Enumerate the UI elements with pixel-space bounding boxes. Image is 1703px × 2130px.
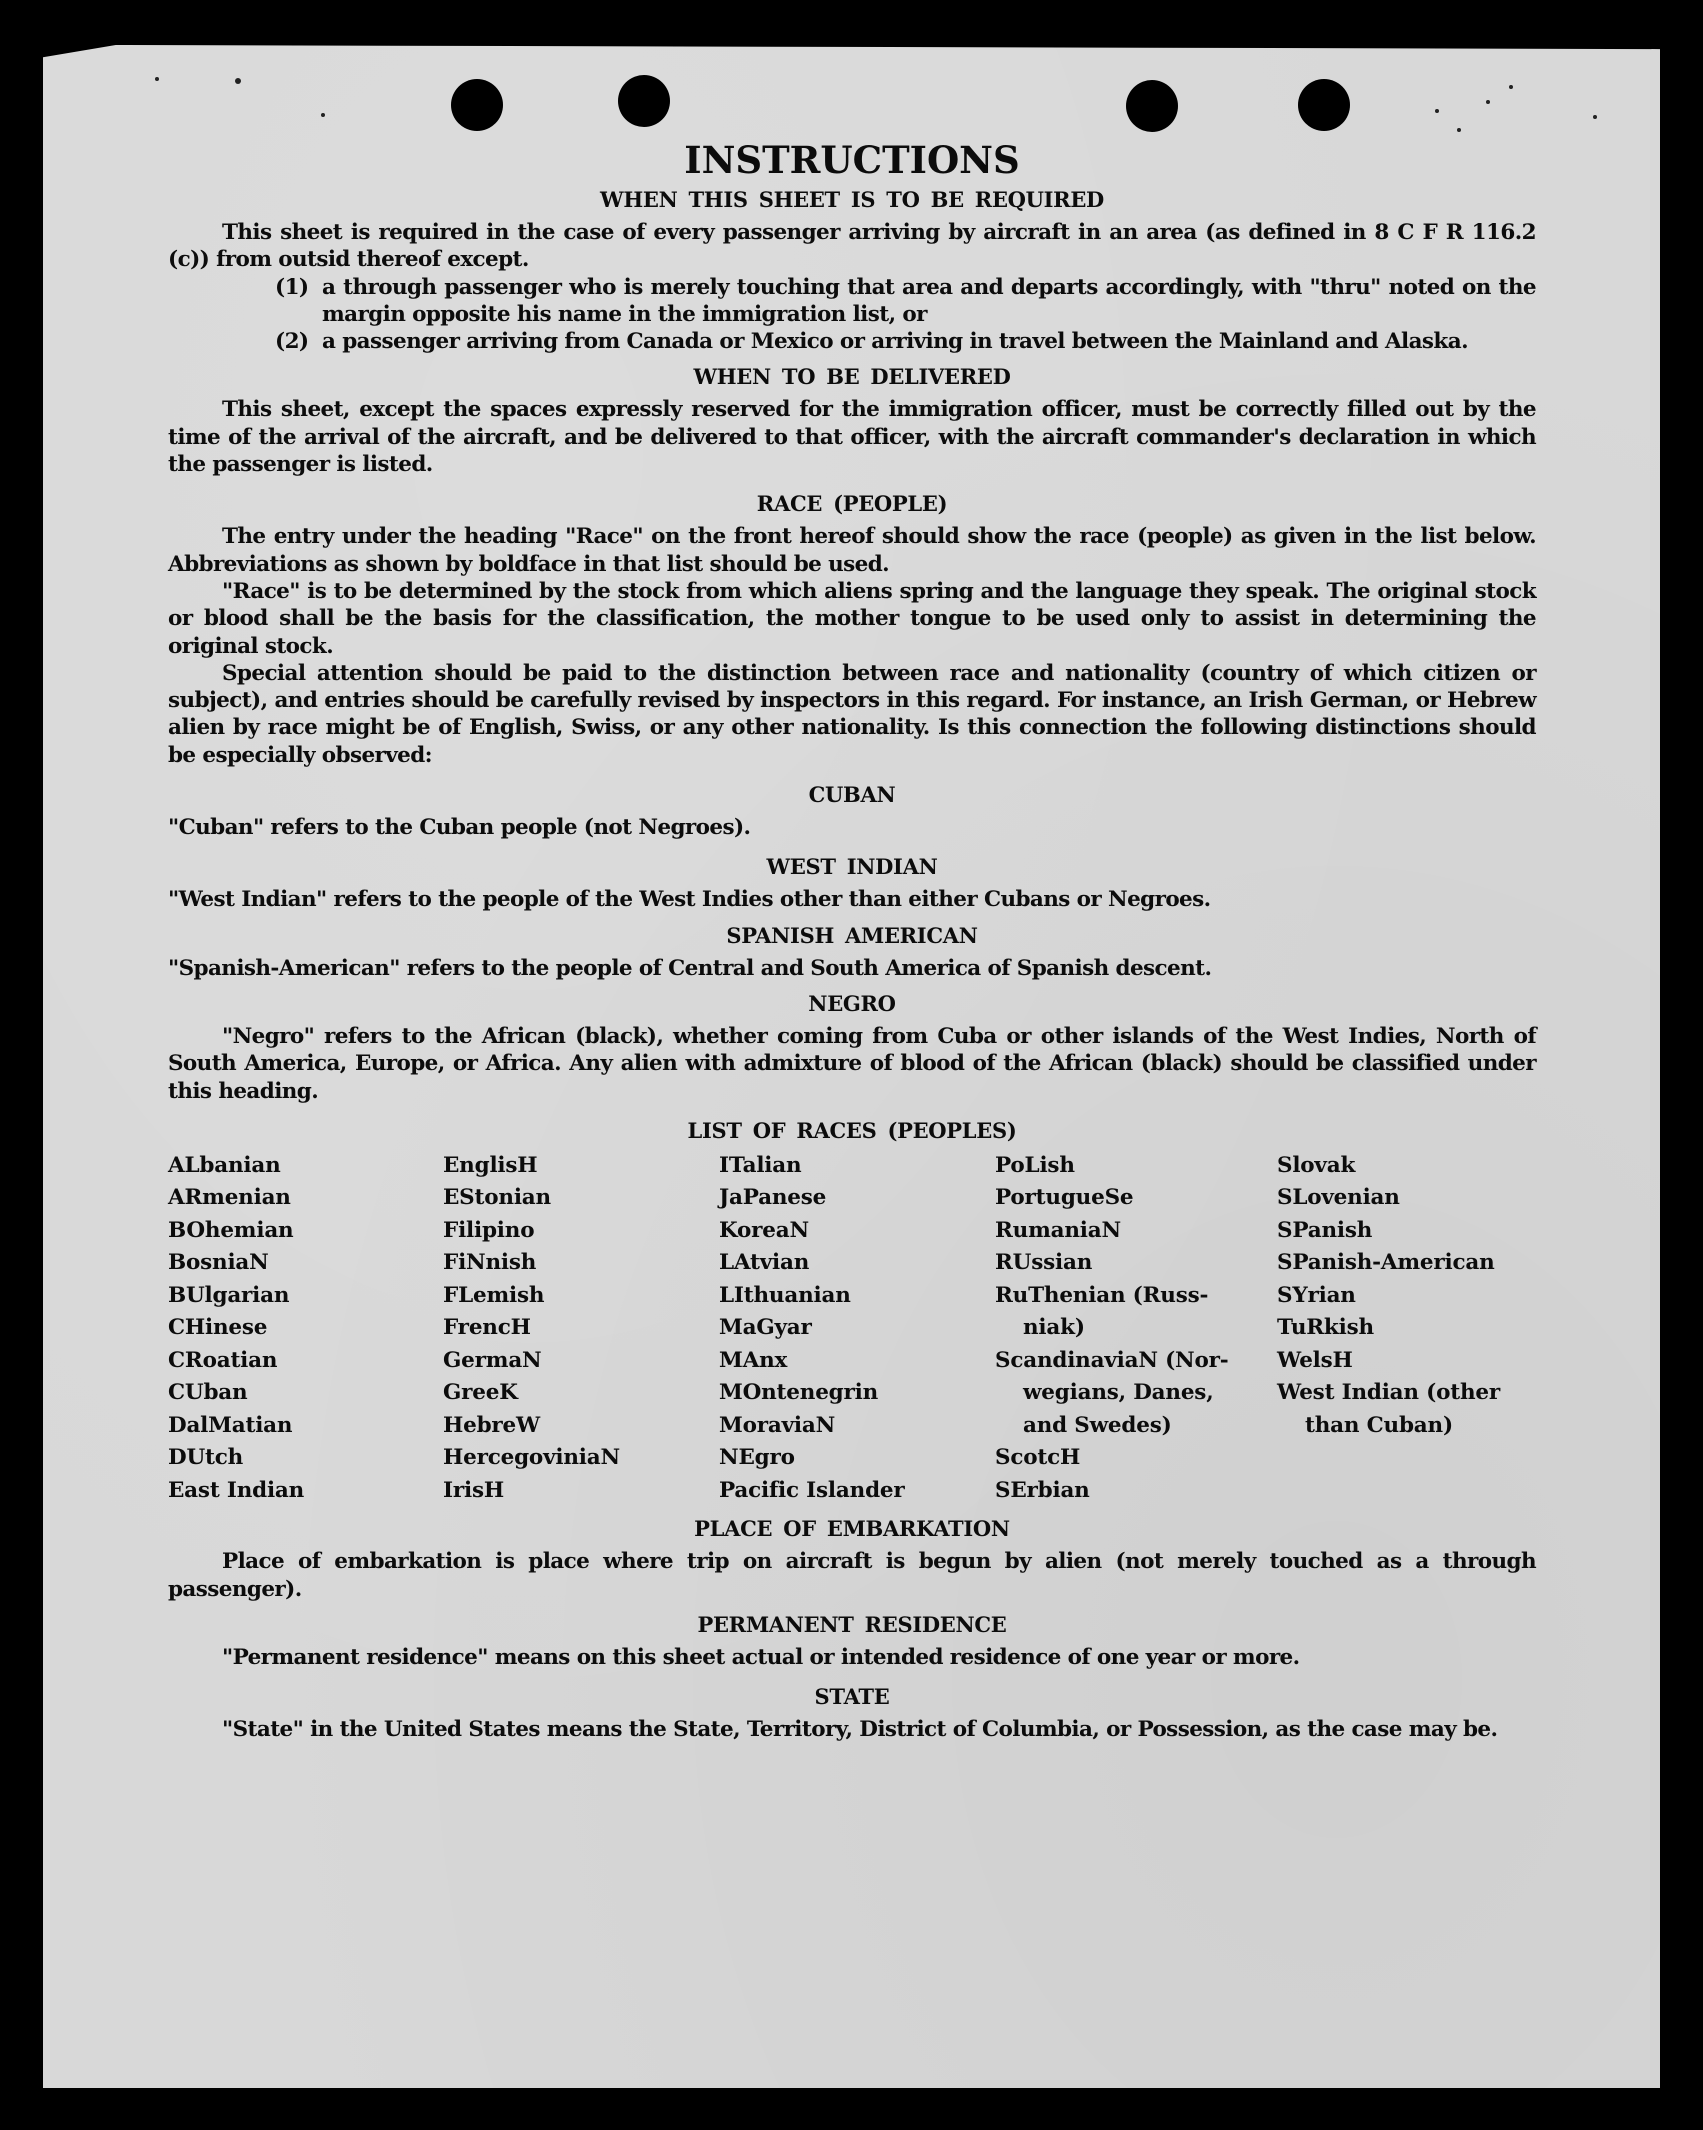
section-heading-race: RACE (PEOPLE) bbox=[756, 491, 948, 517]
race-name: EnglisH bbox=[443, 1152, 538, 1178]
race-entry bbox=[1277, 1182, 1537, 1215]
race-entry bbox=[995, 1280, 1277, 1345]
race-name: PortugueSe bbox=[995, 1185, 1134, 1211]
race-name: CRoatian bbox=[168, 1347, 278, 1373]
section-heading-delivered: WHEN TO BE DELIVERED bbox=[693, 364, 1011, 390]
race-entry bbox=[443, 1215, 719, 1248]
exception-text: a passenger arriving from Canada or Mexico or arriving in travel between the Mainland and Alaska. bbox=[322, 329, 1468, 355]
races-column bbox=[1277, 1150, 1537, 1508]
race-entry bbox=[168, 1215, 443, 1248]
race-name-continuation: wegians, Danes, bbox=[1023, 1380, 1214, 1406]
race-entry bbox=[443, 1150, 719, 1183]
race-name: West Indian (other bbox=[1277, 1380, 1501, 1406]
race-entry bbox=[1277, 1215, 1537, 1248]
race-name: SYrian bbox=[1277, 1282, 1356, 1308]
race-name: FiNnish bbox=[443, 1250, 537, 1276]
race-name: CHinese bbox=[168, 1315, 268, 1341]
race-entry bbox=[443, 1410, 719, 1443]
exception-number: (2) bbox=[275, 329, 309, 355]
race-entry bbox=[719, 1312, 995, 1345]
section-text-spanish-american: "Spanish-American" refers to the people of Central and South America of Spanish descent. bbox=[168, 955, 1212, 981]
section-heading-required: WHEN THIS SHEET IS TO BE REQUIRED bbox=[600, 187, 1104, 212]
section-text-state: "State" in the United States means the State, Territory, District of Columbia, or Possession, as the case may be. bbox=[222, 1717, 1498, 1743]
race-name: HercegoviniaN bbox=[443, 1445, 620, 1471]
section-text-race: The entry under the heading "Race" on the front hereof should show the race (people) as given in the list below. Abbreviations as shown by boldface in that list should be used. bbox=[168, 524, 1536, 577]
race-name: LAtvian bbox=[719, 1250, 810, 1276]
race-entry bbox=[995, 1475, 1277, 1508]
race-entry bbox=[719, 1182, 995, 1215]
races-column bbox=[995, 1150, 1277, 1508]
race-entry bbox=[995, 1150, 1277, 1183]
races-column bbox=[443, 1150, 719, 1508]
section-text-west-indian: "West Indian" refers to the people of the West Indies other than either Cubans or Negroes. bbox=[168, 887, 1211, 913]
race-entry bbox=[168, 1442, 443, 1475]
race-name: East Indian bbox=[168, 1477, 305, 1503]
race-entry bbox=[995, 1345, 1277, 1443]
section-heading-spanish-american: SPANISH AMERICAN bbox=[726, 922, 978, 948]
race-name: MAnx bbox=[719, 1347, 788, 1373]
punch-hole bbox=[1126, 80, 1178, 132]
race-name: SPanish-American bbox=[1277, 1250, 1495, 1276]
ink-speck bbox=[1457, 128, 1461, 132]
section-heading-negro: NEGRO bbox=[808, 990, 896, 1016]
instructions-content bbox=[168, 140, 1536, 1744]
race-name: DalMatian bbox=[168, 1412, 293, 1438]
race-name: SErbian bbox=[995, 1477, 1090, 1503]
race-name: GreeK bbox=[443, 1380, 518, 1406]
race-entry bbox=[719, 1215, 995, 1248]
section-heading-west-indian: WEST INDIAN bbox=[766, 854, 938, 880]
race-entry bbox=[443, 1280, 719, 1313]
race-entry bbox=[443, 1312, 719, 1345]
race-name: PoLish bbox=[995, 1152, 1075, 1178]
race-name: Pacific Islander bbox=[719, 1477, 905, 1503]
race-name-continuation: niak) bbox=[1023, 1315, 1085, 1341]
races-column bbox=[719, 1150, 995, 1508]
race-entry bbox=[1277, 1247, 1537, 1280]
race-entry bbox=[995, 1442, 1277, 1475]
race-entry bbox=[719, 1345, 995, 1378]
race-name: ScotcH bbox=[995, 1445, 1081, 1471]
race-name: IrisH bbox=[443, 1477, 504, 1503]
race-entry bbox=[995, 1215, 1277, 1248]
race-name: ARmenian bbox=[168, 1185, 291, 1211]
race-name: ScandinaviaN (Nor- bbox=[995, 1347, 1229, 1373]
exception-number: (1) bbox=[275, 274, 309, 300]
race-name: ALbanian bbox=[168, 1152, 281, 1178]
race-entry bbox=[168, 1377, 443, 1410]
race-entry bbox=[168, 1410, 443, 1443]
race-entry bbox=[168, 1247, 443, 1280]
races-list bbox=[168, 1150, 1536, 1508]
race-entry bbox=[1277, 1312, 1537, 1345]
exception-text: a through passenger who is merely touching that area and departs accordingly, with "thru" noted on the margin opposite his name in the immigration list, or bbox=[322, 274, 1536, 327]
race-name: MaGyar bbox=[719, 1315, 812, 1341]
race-entry bbox=[168, 1182, 443, 1215]
section-heading-embarkation: PLACE OF EMBARKATION bbox=[694, 1516, 1010, 1542]
race-entry bbox=[168, 1312, 443, 1345]
race-entry bbox=[443, 1442, 719, 1475]
section-text-required: This sheet is required in the case of every passenger arriving by aircraft in an area (as defined in 8 C F R 116.2 (c)) from outsid thereof except. bbox=[168, 220, 1536, 273]
ink-speck bbox=[1435, 109, 1439, 113]
race-name: HebreW bbox=[443, 1412, 540, 1438]
race-entry bbox=[719, 1247, 995, 1280]
race-name: RuThenian (Russ- bbox=[995, 1282, 1209, 1308]
race-name: BOhemian bbox=[168, 1217, 294, 1243]
ink-speck bbox=[235, 78, 241, 84]
race-name: RumaniaN bbox=[995, 1217, 1121, 1243]
page-title: INSTRUCTIONS bbox=[684, 138, 1020, 182]
race-name: GermaN bbox=[443, 1347, 542, 1373]
section-text-race: "Race" is to be determined by the stock from which aliens spring and the language they speak. The original stock or blood shall be the basis for the classification, the mother tongue to be used only to assist in determining the original stock. bbox=[168, 578, 1536, 659]
race-entry bbox=[443, 1377, 719, 1410]
race-name: EStonian bbox=[443, 1185, 551, 1211]
race-entry bbox=[719, 1280, 995, 1313]
ink-speck bbox=[1509, 85, 1513, 89]
race-name: CUban bbox=[168, 1380, 248, 1406]
race-name: FLemish bbox=[443, 1282, 545, 1308]
race-entry bbox=[1277, 1150, 1537, 1183]
race-entry bbox=[443, 1345, 719, 1378]
race-name: RUssian bbox=[995, 1250, 1093, 1276]
race-name-continuation: and Swedes) bbox=[1023, 1412, 1172, 1438]
race-entry bbox=[443, 1475, 719, 1508]
race-entry bbox=[719, 1377, 995, 1410]
race-name: Slovak bbox=[1277, 1152, 1356, 1178]
ink-speck bbox=[1593, 115, 1597, 119]
race-name: ITalian bbox=[719, 1152, 802, 1178]
race-entry bbox=[719, 1150, 995, 1183]
race-entry bbox=[168, 1475, 443, 1508]
section-text-embarkation: Place of embarkation is place where trip on aircraft is begun by alien (not merely touched as a through passenger). bbox=[168, 1549, 1536, 1602]
section-text-negro: "Negro" refers to the African (black), whether coming from Cuba or other islands of the West Indies, North of South America, Europe, or Africa. Any alien with admixture of blood of the African (black) should be classified under this heading. bbox=[168, 1023, 1536, 1104]
section-text-race: Special attention should be paid to the distinction between race and nationality (country of which citizen or subject), and entries should be carefully revised by inspectors in this regard. For instance, an Irish German, or Hebrew alien by race might be of English, Swiss, or any other nationality. Is this connection the following distinctions should be especially observed: bbox=[168, 660, 1536, 768]
race-name: TuRkish bbox=[1277, 1315, 1374, 1341]
race-entry bbox=[995, 1182, 1277, 1215]
race-name: BUlgarian bbox=[168, 1282, 290, 1308]
race-entry bbox=[443, 1247, 719, 1280]
section-heading-state: STATE bbox=[814, 1684, 890, 1710]
race-entry bbox=[1277, 1280, 1537, 1313]
section-heading-residence: PERMANENT RESIDENCE bbox=[697, 1611, 1007, 1637]
section-heading-list-of-races: LIST OF RACES (PEOPLES) bbox=[687, 1117, 1017, 1143]
race-name: BosniaN bbox=[168, 1250, 269, 1276]
section-text-residence: "Permanent residence" means on this sheet actual or intended residence of one year or more. bbox=[222, 1644, 1300, 1670]
ink-speck bbox=[1486, 100, 1490, 104]
race-entry bbox=[443, 1182, 719, 1215]
punch-hole bbox=[451, 79, 503, 131]
race-entry bbox=[168, 1280, 443, 1313]
race-name: SLovenian bbox=[1277, 1185, 1400, 1211]
race-name: Filipino bbox=[443, 1217, 535, 1243]
race-name: LIthuanian bbox=[719, 1282, 851, 1308]
ink-speck bbox=[155, 77, 159, 81]
race-name: MoraviaN bbox=[719, 1412, 836, 1438]
punch-hole bbox=[1298, 79, 1350, 131]
race-entry bbox=[719, 1410, 995, 1443]
race-entry bbox=[1277, 1377, 1537, 1442]
section-text-cuban: "Cuban" refers to the Cuban people (not Negroes). bbox=[168, 815, 751, 841]
race-entry bbox=[719, 1442, 995, 1475]
race-entry bbox=[719, 1475, 995, 1508]
race-name: SPanish bbox=[1277, 1217, 1373, 1243]
races-column bbox=[168, 1150, 443, 1508]
race-name: NEgro bbox=[719, 1445, 795, 1471]
exception-item bbox=[168, 328, 1536, 355]
ink-speck bbox=[321, 113, 325, 117]
race-name: WelsH bbox=[1277, 1347, 1353, 1373]
race-name: DUtch bbox=[168, 1445, 244, 1471]
race-entry bbox=[1277, 1345, 1537, 1378]
section-heading-cuban: CUBAN bbox=[808, 782, 896, 808]
race-name: KoreaN bbox=[719, 1217, 809, 1243]
race-name: MOntenegrin bbox=[719, 1380, 879, 1406]
section-text-delivered: This sheet, except the spaces expressly reserved for the immigration officer, must be correctly filled out by the time of the arrival of the aircraft, and be delivered to that officer, with the aircraft commander's declaration in which the passenger is listed. bbox=[168, 397, 1536, 478]
race-name: FrencH bbox=[443, 1315, 531, 1341]
exception-item bbox=[168, 274, 1536, 329]
race-entry bbox=[168, 1150, 443, 1183]
race-entry bbox=[995, 1247, 1277, 1280]
race-name-continuation: than Cuban) bbox=[1305, 1412, 1453, 1438]
punch-hole bbox=[618, 75, 670, 127]
race-name: JaPanese bbox=[719, 1185, 827, 1211]
race-entry bbox=[168, 1345, 443, 1378]
